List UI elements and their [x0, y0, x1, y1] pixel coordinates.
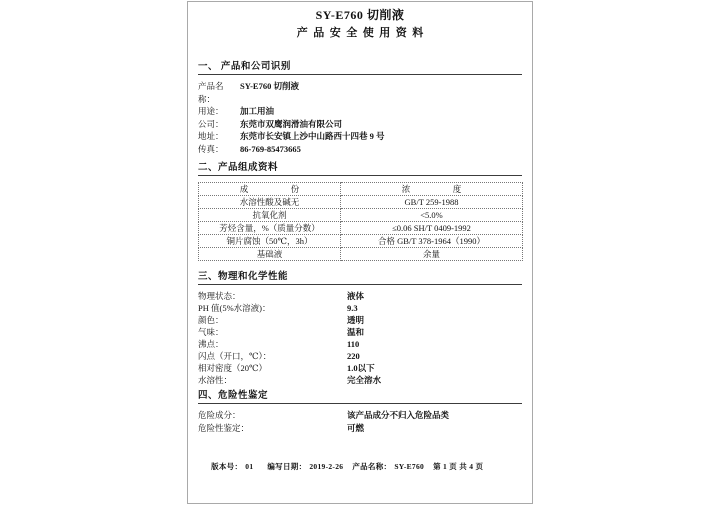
field-value: 1.0以下: [347, 363, 375, 373]
composition-table: [198, 182, 523, 261]
field-label: PH 值(5%水溶液)：: [198, 303, 271, 313]
product-name-value: SY-E760: [394, 462, 425, 471]
field-row-boiling-point: [198, 338, 522, 350]
field-label: 物理状态：: [198, 291, 241, 301]
field-label: 水溶性：: [198, 375, 233, 385]
section-product-company: [198, 80, 522, 155]
field-row-usage: [198, 105, 522, 118]
cell-component: 水溶性酸及碱无: [199, 196, 341, 209]
document-subtitle: 产 品 安 全 使 用 资 料: [296, 27, 424, 39]
field-row-color: [198, 314, 522, 326]
version-value: 01: [245, 462, 254, 471]
field-label: 危险性鉴定：: [198, 422, 250, 433]
field-value: 220: [347, 351, 360, 361]
field-value: 可燃: [347, 422, 365, 433]
cell-concentration: 合格 GB/T 378-1964（1990）: [341, 235, 523, 248]
field-value: 东莞市双鹰润滑油有限公司: [240, 118, 343, 129]
field-row-water-solubility: [198, 374, 522, 386]
field-row-ph: [198, 302, 522, 314]
section-heading-physical-chemical: 三、物理和化学性能: [198, 272, 522, 285]
field-label: 危险成分：: [198, 410, 241, 420]
field-value: 透明: [347, 315, 365, 325]
cell-concentration: 余量: [341, 248, 523, 261]
table-row: [199, 196, 523, 209]
field-row-hazard-assessment: [198, 422, 522, 435]
field-label: 传真：: [198, 143, 224, 154]
table-row: [199, 222, 523, 235]
date-label: 编写日期：: [267, 462, 307, 471]
field-label: 相对密度（20℃）: [198, 363, 268, 373]
field-value: 该产品成分不归入危险品类: [347, 410, 450, 420]
cell-component: 基础液: [199, 248, 341, 261]
field-label: 闪点（开口，℃）：: [198, 351, 272, 361]
field-value: 东莞市长安镇上沙中山路西十四巷 9 号: [240, 131, 385, 141]
column-header-component: 成 份: [199, 183, 341, 196]
field-row-address: [198, 130, 522, 143]
document-title: SY-E760 切削液: [315, 8, 405, 22]
field-row-fax: [198, 143, 522, 156]
field-label: 沸点：: [198, 339, 224, 349]
field-label: 用途：: [198, 106, 224, 116]
table-row: [199, 209, 523, 222]
table-header-row: [199, 183, 523, 196]
section-hazard: [198, 409, 522, 434]
section-physical-chemical: [198, 290, 522, 386]
field-row-hazard-components: [198, 409, 522, 422]
cell-component: 铜片腐蚀（50℃，3h）: [199, 235, 341, 248]
section-heading-composition: 二、产品组成资料: [198, 163, 522, 176]
cell-concentration: ≤0.06 SH/T 0409-1992: [341, 222, 523, 235]
field-value: 110: [347, 339, 360, 349]
page-footer: [198, 452, 483, 481]
field-label: 公司：: [198, 118, 224, 129]
field-value: 温和: [347, 327, 365, 337]
table-row: [199, 235, 523, 248]
cell-concentration: <5.0%: [341, 209, 523, 222]
document-page: [187, 1, 533, 504]
field-label: 地址：: [198, 131, 224, 141]
section-heading-product-company: 一、 产品和公司识别: [198, 62, 522, 75]
field-value: 9.3: [347, 303, 358, 313]
column-header-concentration: 浓 度: [341, 183, 523, 196]
cell-component: 抗氧化剂: [199, 209, 341, 222]
field-row-flash-point: [198, 350, 522, 362]
field-label: 产品名称：: [198, 81, 224, 104]
table-row: [199, 248, 523, 261]
product-name-label: 产品名称：: [352, 462, 392, 471]
field-value: SY-E760 切削液: [240, 81, 299, 91]
cell-concentration: GB/T 259-1988: [341, 196, 523, 209]
section-heading-hazard: 四、危险性鉴定: [198, 391, 522, 404]
field-value: 液体: [347, 291, 365, 301]
field-value: 加工用油: [240, 106, 275, 116]
date-value: 2019-2-26: [309, 462, 344, 471]
field-row-product-name: [198, 80, 522, 105]
field-row-company: [198, 118, 522, 131]
field-row-relative-density: [198, 362, 522, 374]
field-row-odor: [198, 326, 522, 338]
field-value: 86-769-85473665: [240, 143, 301, 154]
version-label: 版本号：: [211, 462, 243, 471]
field-value: 完全溶水: [347, 375, 382, 385]
pagination-text: 第 1 页 共 4 页: [433, 462, 484, 471]
field-label: 颜色：: [198, 315, 224, 325]
field-label: 气味：: [198, 327, 224, 337]
field-row-physical-state: [198, 290, 522, 302]
cell-component: 芳烃含量，%（质量分数）: [199, 222, 341, 235]
